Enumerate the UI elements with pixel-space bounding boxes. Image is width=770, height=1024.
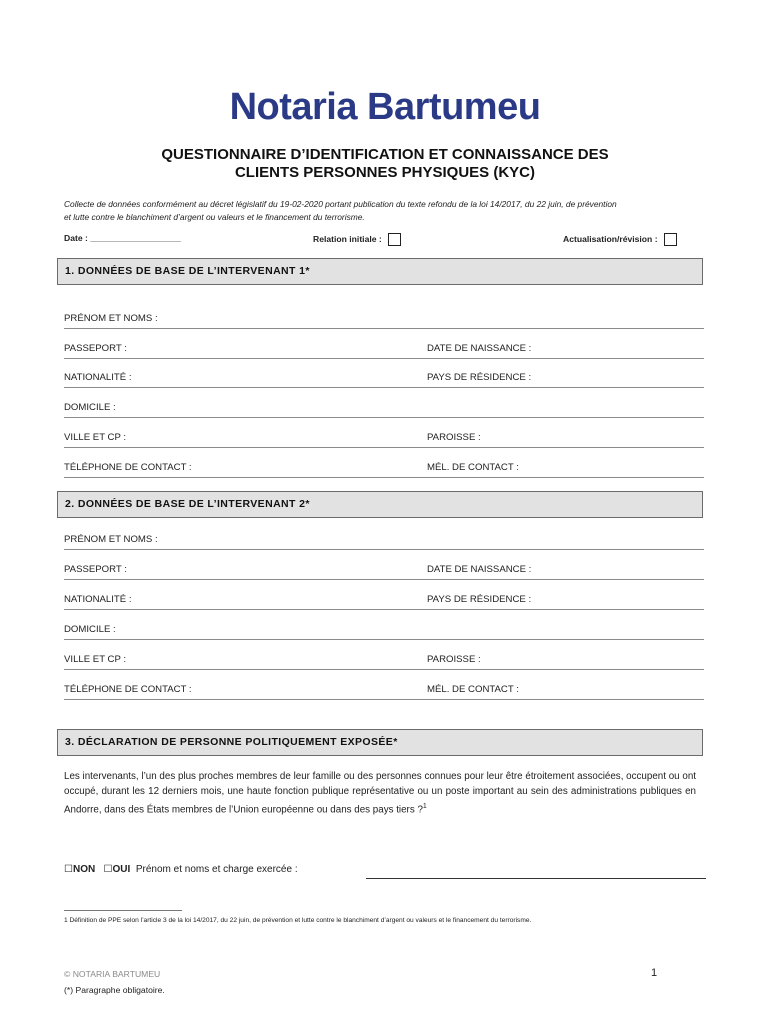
s2-email-label: MÉL. DE CONTACT : bbox=[427, 684, 519, 695]
s2-nationality-field[interactable] bbox=[64, 594, 420, 610]
s1-phone-label: TÉLÉPHONE DE CONTACT : bbox=[64, 462, 192, 473]
s2-birth-field[interactable] bbox=[420, 564, 704, 580]
s2-phone-label: TÉLÉPHONE DE CONTACT : bbox=[64, 684, 192, 695]
relation-initiale bbox=[313, 233, 401, 246]
no-option-label: NON bbox=[72, 864, 96, 875]
s1-parish-field[interactable] bbox=[420, 432, 704, 448]
intro-line-1: Collecte de données conformément au décret législatif du 19-02-2020 portant publication du texte refondu de la loi 14/2017, du 22 juin, de prévention bbox=[64, 199, 617, 209]
copyright-text: © NOTARIA BARTUMEU bbox=[64, 969, 161, 979]
actualisation bbox=[563, 233, 677, 246]
s1-phone-field[interactable] bbox=[64, 462, 420, 478]
actualisation-label: Actualisation/révision : bbox=[563, 233, 658, 244]
s2-name-field[interactable] bbox=[64, 534, 704, 550]
s1-email-field[interactable] bbox=[420, 462, 704, 478]
pep-declaration-body: Les intervenants, l’un des plus proches membres de leur famille ou des personnes connues pour leur être étroitement associées, occupent ou ont occupé, durant les 12 derniers mois, une haute fonction publique représentative ou un poste important au sein des administrations publiques en Andorre, dans des États membres de l’Union européenne ou dans des pays tiers ? bbox=[64, 771, 696, 816]
s1-city-field[interactable] bbox=[64, 432, 420, 448]
footnote-text: 1 Définition de PPE selon l’article 3 de la loi 14/2017, du 22 juin, de prévention et lutte contre le blanchiment d’argent ou valeurs et le financement du terrorisme. bbox=[64, 917, 532, 924]
s2-address-label: DOMICILE : bbox=[64, 624, 116, 635]
section-3-header: 3. DÉCLARATION DE PERSONNE POLITIQUEMENT EXPOSÉE* bbox=[57, 729, 703, 756]
s2-city-field[interactable] bbox=[64, 654, 420, 670]
s1-name-label: PRÉNOM ET NOMS : bbox=[64, 313, 158, 324]
s1-address-label: DOMICILE : bbox=[64, 402, 116, 413]
s2-phone-field[interactable] bbox=[64, 684, 420, 700]
s1-birth-label: DATE DE NAISSANCE : bbox=[427, 343, 532, 354]
pep-declaration-text bbox=[64, 769, 696, 817]
s1-birth-field[interactable] bbox=[420, 343, 704, 359]
document-title bbox=[0, 146, 770, 182]
s2-nationality-label: NATIONALITÉ : bbox=[64, 594, 132, 605]
intro-line-2: et lutte contre le blanchiment d’argent ou valeurs et le financement du terrorisme. bbox=[64, 212, 365, 222]
s2-address-field[interactable] bbox=[64, 624, 704, 640]
title-line-2: CLIENTS PERSONNES PHYSIQUES (KYC) bbox=[234, 164, 536, 181]
actualisation-checkbox[interactable] bbox=[664, 233, 677, 246]
yes-option-label: OUI bbox=[112, 864, 131, 875]
intro-text bbox=[64, 198, 704, 224]
pep-choice bbox=[64, 864, 298, 875]
s1-residence-label: PAYS DE RÉSIDENCE : bbox=[427, 372, 532, 383]
mandatory-note: (*) Paragraphe obligatoire. bbox=[64, 985, 165, 995]
s2-parish-label: PAROISSE : bbox=[427, 654, 481, 665]
s2-passport-label: PASSEPORT : bbox=[64, 564, 127, 575]
s1-city-label: VILLE ET CP : bbox=[64, 432, 127, 443]
page-number: 1 bbox=[651, 967, 658, 979]
section-1-header: 1. DONNÉES DE BASE DE L’INTERVENANT 1* bbox=[57, 258, 703, 285]
relation-initiale-checkbox[interactable] bbox=[388, 233, 401, 246]
s2-passport-field[interactable] bbox=[64, 564, 420, 580]
yes-checkbox-icon[interactable]: ☐ bbox=[103, 864, 113, 875]
s2-residence-label: PAYS DE RÉSIDENCE : bbox=[427, 594, 532, 605]
company-logo: Notaria Bartumeu bbox=[229, 86, 541, 128]
s1-nationality-field[interactable] bbox=[64, 372, 420, 388]
s1-nationality-label: NATIONALITÉ : bbox=[64, 372, 132, 383]
charge-input-line[interactable] bbox=[366, 878, 706, 879]
no-checkbox-icon[interactable]: ☐ bbox=[64, 864, 73, 875]
s1-passport-field[interactable] bbox=[64, 343, 420, 359]
s2-parish-field[interactable] bbox=[420, 654, 704, 670]
title-line-1: QUESTIONNAIRE D’IDENTIFICATION ET CONNAISSANCE DES bbox=[161, 146, 609, 163]
s2-residence-field[interactable] bbox=[420, 594, 704, 610]
relation-initiale-label: Relation initiale : bbox=[313, 233, 382, 244]
s2-city-label: VILLE ET CP : bbox=[64, 654, 127, 665]
s2-name-label: PRÉNOM ET NOMS : bbox=[64, 534, 158, 545]
s1-address-field[interactable] bbox=[64, 402, 704, 418]
s1-parish-label: PAROISSE : bbox=[427, 432, 481, 443]
footnote-ref: 1 bbox=[422, 803, 427, 810]
s2-email-field[interactable] bbox=[420, 684, 704, 700]
footnote-separator bbox=[64, 910, 182, 911]
date-field[interactable]: Date : ___________________ bbox=[64, 233, 182, 243]
s1-passport-label: PASSEPORT : bbox=[64, 343, 127, 354]
s1-email-label: MÉL. DE CONTACT : bbox=[427, 462, 519, 473]
charge-label: Prénom et noms et charge exercée : bbox=[135, 864, 298, 875]
s2-birth-label: DATE DE NAISSANCE : bbox=[427, 564, 532, 575]
s1-residence-field[interactable] bbox=[420, 372, 704, 388]
s1-name-field[interactable] bbox=[64, 313, 704, 329]
section-2-header: 2. DONNÉES DE BASE DE L’INTERVENANT 2* bbox=[57, 491, 703, 518]
